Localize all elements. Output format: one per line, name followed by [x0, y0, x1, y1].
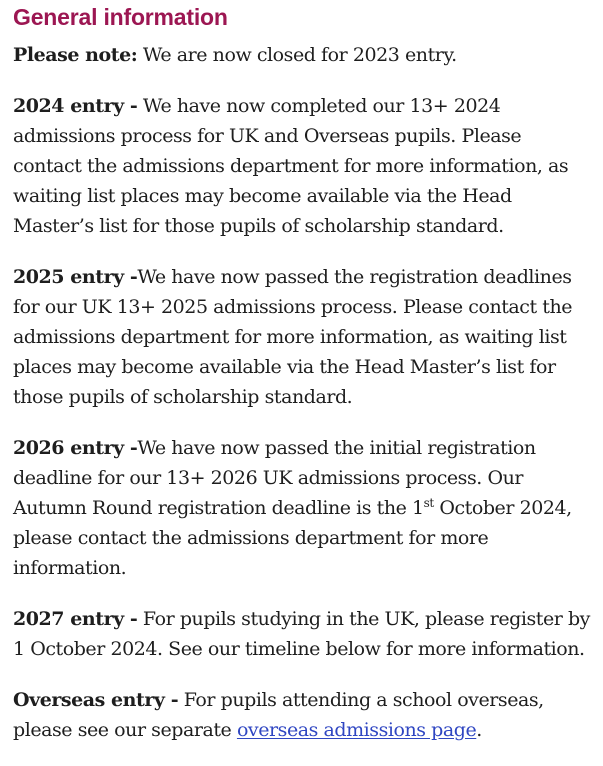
entry-2024-text: We have now completed our 13+ 2024 admissions process for UK and Overseas pupils. Please contact the admissions department for more information, as waiting list places may become available via the Head Master’s list for those pupils of scholarship standard. — [13, 95, 569, 237]
entry-2026-text-after: October 2024, please contact the admissions department for more information. — [13, 497, 572, 579]
closed-2023-note — [13, 40, 593, 70]
entry-2026-text-before: We have now passed the initial registration deadline for our 13+ 2026 UK admissions process. Our Autumn Round registration deadline is the 1 — [13, 437, 536, 519]
overseas-entry-label: Overseas entry - — [13, 689, 179, 711]
section-title: General information — [13, 4, 228, 30]
overseas-entry-text-after: . — [476, 719, 482, 741]
entry-2027-label: 2027 entry - — [13, 608, 138, 630]
entry-2026-label: 2026 entry - — [13, 437, 138, 459]
entry-2027-paragraph — [13, 604, 593, 664]
entry-2024-label: 2024 entry - — [13, 95, 138, 117]
entry-2025-paragraph — [13, 262, 593, 412]
entry-2024-paragraph — [13, 91, 593, 241]
entry-2027-text: For pupils studying in the UK, please register by 1 October 2024. See our timeline below for more information. — [13, 608, 590, 660]
overseas-entry-text-before: For pupils attending a school overseas, please see our separate — [13, 689, 544, 741]
entry-2025-text: We have now passed the registration deadlines for our UK 13+ 2025 admissions process. Please contact the admissions department for more information, as waiting list places may become available via the Head Master’s list for those pupils of scholarship standard. — [13, 266, 573, 408]
overseas-entry-paragraph — [13, 685, 593, 745]
note-text: We are now closed for 2023 entry. — [137, 44, 457, 66]
note-label: Please note: — [13, 44, 138, 66]
date-ordinal-suffix: st — [423, 496, 434, 510]
entry-2025-label: 2025 entry - — [13, 266, 138, 288]
overseas-admissions-link[interactable]: overseas admissions page — [236, 719, 477, 741]
entry-2026-paragraph — [13, 433, 593, 583]
